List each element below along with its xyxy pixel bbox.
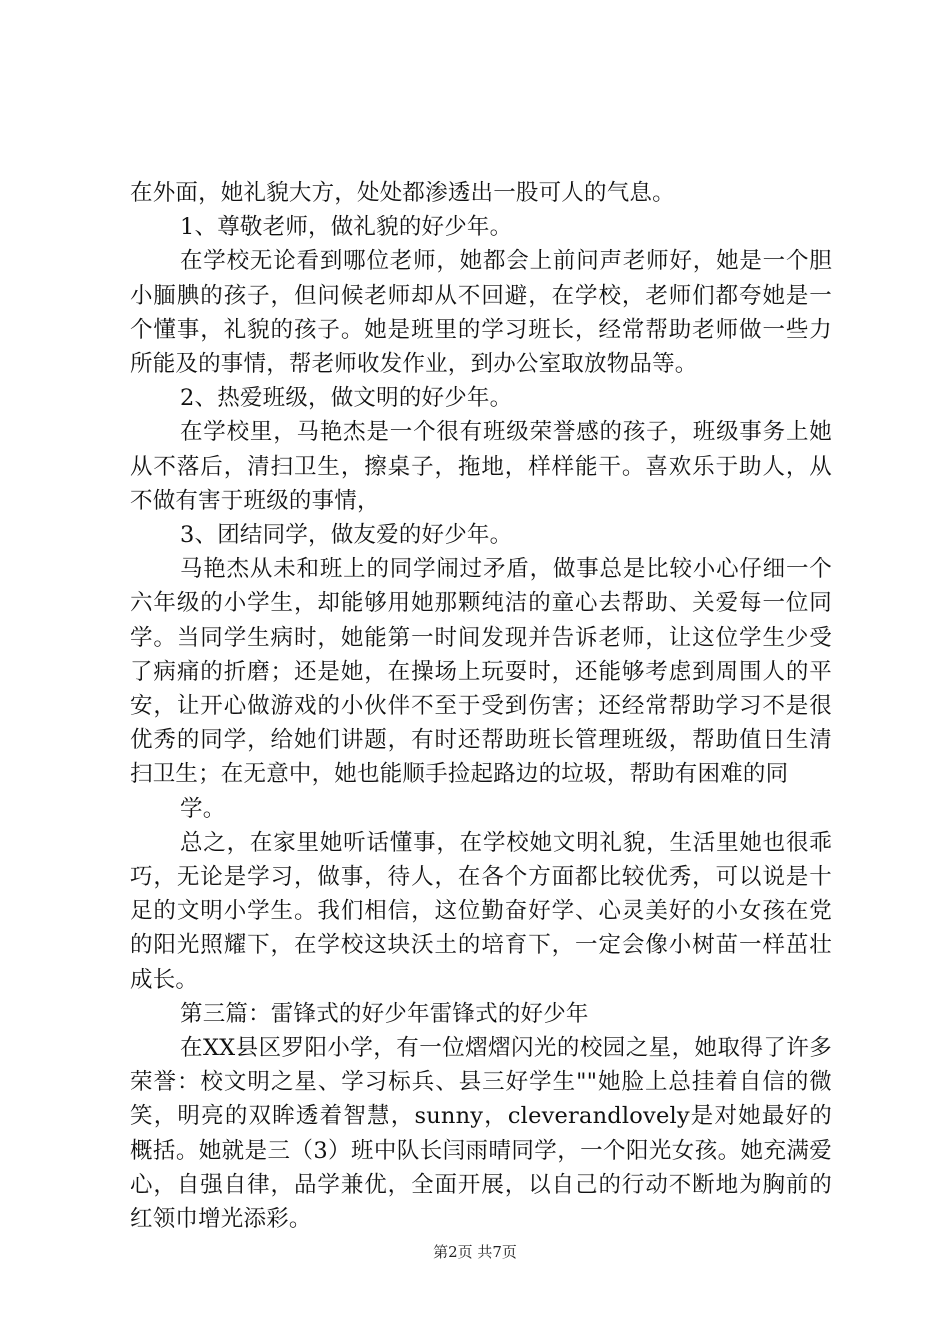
paragraph: 在XX县区罗阳小学，有一位熠熠闪光的校园之星，她取得了许多荣誉：校文明之星、学习标兵、县三好学生""她脸上总挂着自信的微笑，明亮的双眸透着智慧，sunny，cleverandlovely是对她最好的概括。她就是三（3）班中队长闫雨晴同学，一个阳光女孩。她充满爱心，自强自律，品学兼优，全面开展，以自己的行动不断地为胸前的红领巾增光添彩。 — [130, 1035, 832, 1233]
paragraph: 在学校里，马艳杰是一个很有班级荣誉感的孩子，班级事务上她从不落后，清扫卫生，擦桌子，拖地，样样能干。喜欢乐于助人，从不做有害于班级的事情， — [130, 419, 832, 514]
paragraph: 学。 — [180, 795, 226, 822]
chapter-heading: 第三篇：雷锋式的好少年雷锋式的好少年 — [180, 1000, 589, 1027]
document-body — [130, 176, 832, 1236]
section-heading: 1、尊敬老师，做礼貌的好少年。 — [180, 214, 513, 241]
page-number-footer: 第2页 共7页 — [433, 1243, 517, 1261]
paragraph: 总之，在家里她听话懂事，在学校她文明礼貌，生活里她也很乖巧，无论是学习，做事，待人，在各个方面都比较优秀，可以说是十足的文明小学生。我们相信，这位勤奋好学、心灵美好的小女孩在党的阳光照耀下，在学校这块沃土的培育下，一定会像小树苗一样茁壮成长。 — [130, 829, 832, 993]
paragraph: 马艳杰从未和班上的同学闹过矛盾，做事总是比较小心仔细一个六年级的小学生，却能够用她那颗纯洁的童心去帮助、关爱每一位同学。当同学生病时，她能第一时间发现并告诉老师，让这位学生少受了病痛的折磨；还是她，在操场上玩耍时，还能够考虑到周围人的平安，让开心做游戏的小伙伴不至于受到伤害；还经常帮助学习不是很优秀的同学，给她们讲题，有时还帮助班长管理班级，帮助值日生清扫卫生；在无意中，她也能顺手捡起路边的垃圾，帮助有困难的同 — [130, 556, 832, 788]
section-heading: 3、团结同学，做友爱的好少年。 — [180, 522, 513, 549]
paragraph: 在学校无论看到哪位老师，她都会上前问声老师好，她是一个胆小腼腆的孩子，但问候老师却从不回避，在学校，老师们都夸她是一个懂事，礼貌的孩子。她是班里的学习班长，经常帮助老师做一些力所能及的事情，帮老师收发作业，到办公室取放物品等。 — [130, 248, 832, 378]
section-heading: 2、热爱班级，做文明的好少年。 — [180, 385, 513, 412]
paragraph: 在外面，她礼貌大方，处处都渗透出一股可人的气息。 — [130, 180, 675, 206]
